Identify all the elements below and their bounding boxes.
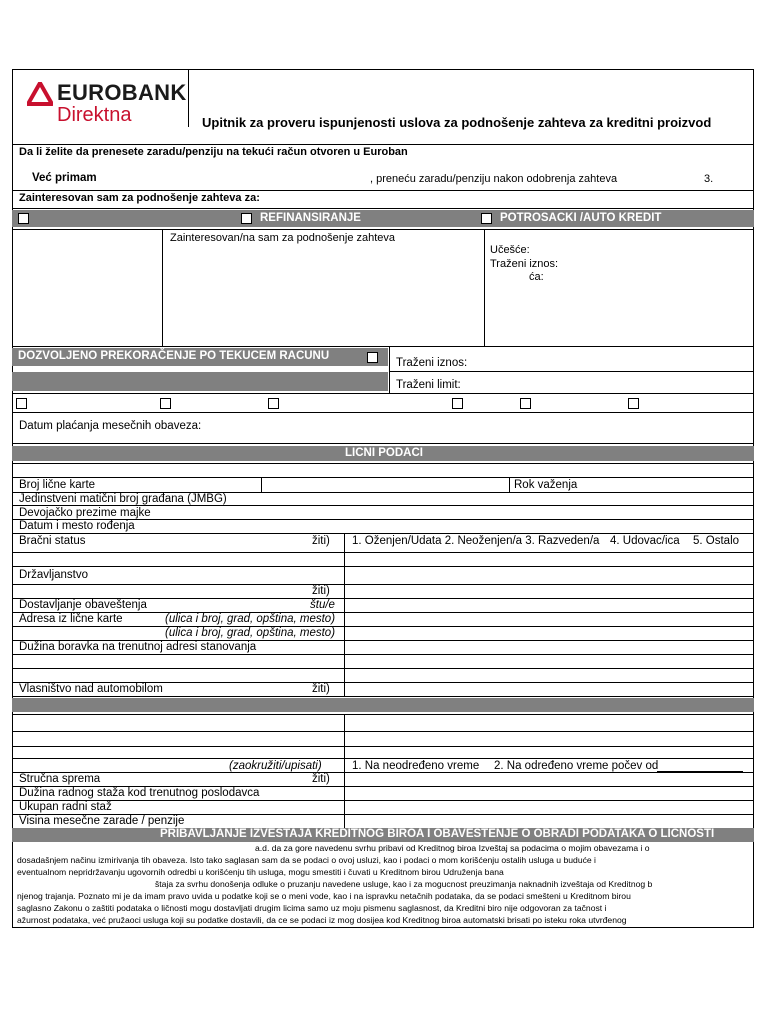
bracni-label: Bračni status [19, 535, 86, 547]
bracni-ziti: žiti) [312, 535, 330, 547]
devojacko-label: Devojačko prezime majke [19, 507, 151, 519]
ukupan-staz-label: Ukupan radni staž [19, 801, 112, 813]
legal-line-6: saglasno Zakonu o zaštiti podataka o ličnosti mogu dostavljati drugim licima samo uz moju pismenu saglasnost, da Kreditni biro nije odgovoran za tačnost i [17, 903, 607, 913]
adresa-lk-label: Adresa iz lične karte [19, 613, 123, 625]
adresa-hint-2: (ulica i broj, grad, opština, mesto) [165, 627, 336, 639]
legal-line-2: dosadašnjem načinu izmirivanja tih obaveza. Isto tako saglasan sam da se podaci o ovoj usluzi, kao i podaci o mom korišćenju ostalih usluga u buduće i [17, 855, 596, 865]
legal-line-1: a.d. da za gore navedenu svrhu pribavi od Kreditnog biroa Izveštaj sa podacima o mojim obavezama i o [255, 843, 650, 853]
checkbox-e[interactable] [520, 398, 531, 409]
logo-brand: EUROBANK [57, 80, 187, 105]
datum-rodjenja-label: Datum i mesto rođenja [19, 520, 135, 532]
adresa-hint-1: (ulica i broj, grad, opština, mesto) [165, 613, 336, 625]
refinansiranje-label: REFINANSIRANJE [260, 212, 361, 224]
checkbox-potrosacki[interactable] [481, 213, 492, 224]
bracni-options: 1. Oženjen/Udata 2. Neoženjen/a 3. Razveden/a [352, 535, 600, 547]
kreditni-biro-header: PRIBAVLJANJE IZVESTAJA KREDITNOG BIROA I OBAVESTENJE O OBRADI PODATAKA O LICNOSTI [160, 828, 715, 840]
legal-line-5: njenog trajanja. Poznato mi je da imam pravo uvida u podatke koji se o meni vode, kao i na ispravku netačnih podataka, da se podaci smešteni u Kreditnom birou [17, 891, 631, 901]
interest-label: Zainteresovan sam za podnošenje zahteva za: [19, 192, 260, 204]
overdraft-limit-label: Traženi limit: [396, 379, 461, 391]
logo-sub: Direktna [57, 104, 132, 126]
checkbox-product-1[interactable] [18, 213, 29, 224]
page-title: Upitnik za proveru ispunjenosti uslova za podnošenje zahteva za kreditni proizvod [202, 115, 712, 130]
zaokruziti-label: (zaokružiti/upisati) [229, 760, 322, 772]
datum-placanja-label: Datum plaćanja mesečnih obaveza: [19, 420, 202, 432]
bracni-option-4: 4. Udovac/ica [610, 535, 680, 547]
checkbox-b[interactable] [160, 398, 171, 409]
vlasnistvo-label: Vlasništvo nad automobilom [19, 683, 163, 695]
strucna-label: Stručna sprema [19, 773, 101, 785]
duzina-boravka-label: Dužina boravka na trenutnoj adresi stanovanja [19, 641, 257, 653]
drzavljanstvo-ziti: žiti) [312, 585, 330, 597]
checkbox-refinansiranje[interactable] [241, 213, 252, 224]
legal-line-3: eventualnom nepridržavanju ugovornih odredbi u korišćenju tih usluga, mogu smestiti i čuvati u Kreditnom birou Udruženja bana [17, 867, 504, 877]
transfer-question: Da li želite da prenesete zaradu/penziju na tekući račun otvoren u Euroban [19, 146, 408, 158]
checkbox-a[interactable] [16, 398, 27, 409]
drzavljanstvo-label: Državljanstvo [19, 569, 89, 581]
visina-zarade-label: Visina mesečne zarade / penzije [19, 815, 185, 827]
legal-line-4: štaja za svrhu donošenja odluke o pruzanju navedene usluge, kao i za mogucnost preuzimanja naknadnih izveštaja od Kreditnog b [155, 879, 653, 889]
ca-label: ća: [529, 271, 544, 283]
strucna-ziti: žiti) [312, 773, 330, 785]
duzina-staza-label: Dužina radnog staža kod trenutnog poslodavca [19, 787, 260, 799]
legal-line-7: ažurnost podataka, već pružaoci usluga koji su podatke dostavili, da ce se podaci iz mog dosijea kod Kreditnog biroa automatski brisati po isteku roka utvrđenog [17, 915, 627, 925]
zainteresovan-text: Zainteresovan/na sam za podnošenje zahteva [170, 232, 396, 244]
licni-podaci-header: LICNI PODACI [345, 447, 423, 459]
vlasnistvo-ziti: žiti) [312, 683, 330, 695]
trazeni-iznos-label: Traženi iznos: [490, 258, 559, 270]
checkbox-f[interactable] [628, 398, 639, 409]
dostavljanje-label: Dostavljanje obaveštenja [19, 599, 147, 611]
ucesce-label: Učešće: [490, 244, 530, 256]
odredjeno-option: 2. Na određeno vreme počev od [494, 760, 659, 772]
checkbox-d[interactable] [452, 398, 463, 409]
bracni-option-5: 5. Ostalo [693, 535, 740, 547]
odredjeno-date-line[interactable] [657, 771, 743, 772]
checkbox-c[interactable] [268, 398, 279, 409]
jmbg-label: Jedinstveni matični broj građana (JMBG) [19, 493, 227, 505]
rok-label: Rok važenja [514, 479, 578, 491]
logo [25, 80, 190, 128]
checkbox-overdraft[interactable] [367, 352, 378, 363]
overdraft-label: DOZVOLJENO PREKORAČENJE PO TEKUCEM RACUNU [18, 350, 330, 362]
transfer-option-3: 3. [704, 173, 714, 185]
neodredjeno-option: 1. Na neodređeno vreme [352, 760, 480, 772]
broj-label: Broj lične karte [19, 479, 96, 491]
transfer-option-2: , preneću zaradu/penziju nakon odobrenja zahteva [370, 173, 618, 185]
dostavljanje-stu: štu/e [310, 599, 335, 611]
eurobank-logo-icon [27, 82, 53, 106]
potrosacki-label: POTROSACKI /AUTO KREDIT [500, 212, 662, 224]
transfer-option-1: Već primam [32, 172, 97, 184]
overdraft-amount-label: Traženi iznos: [396, 357, 468, 369]
